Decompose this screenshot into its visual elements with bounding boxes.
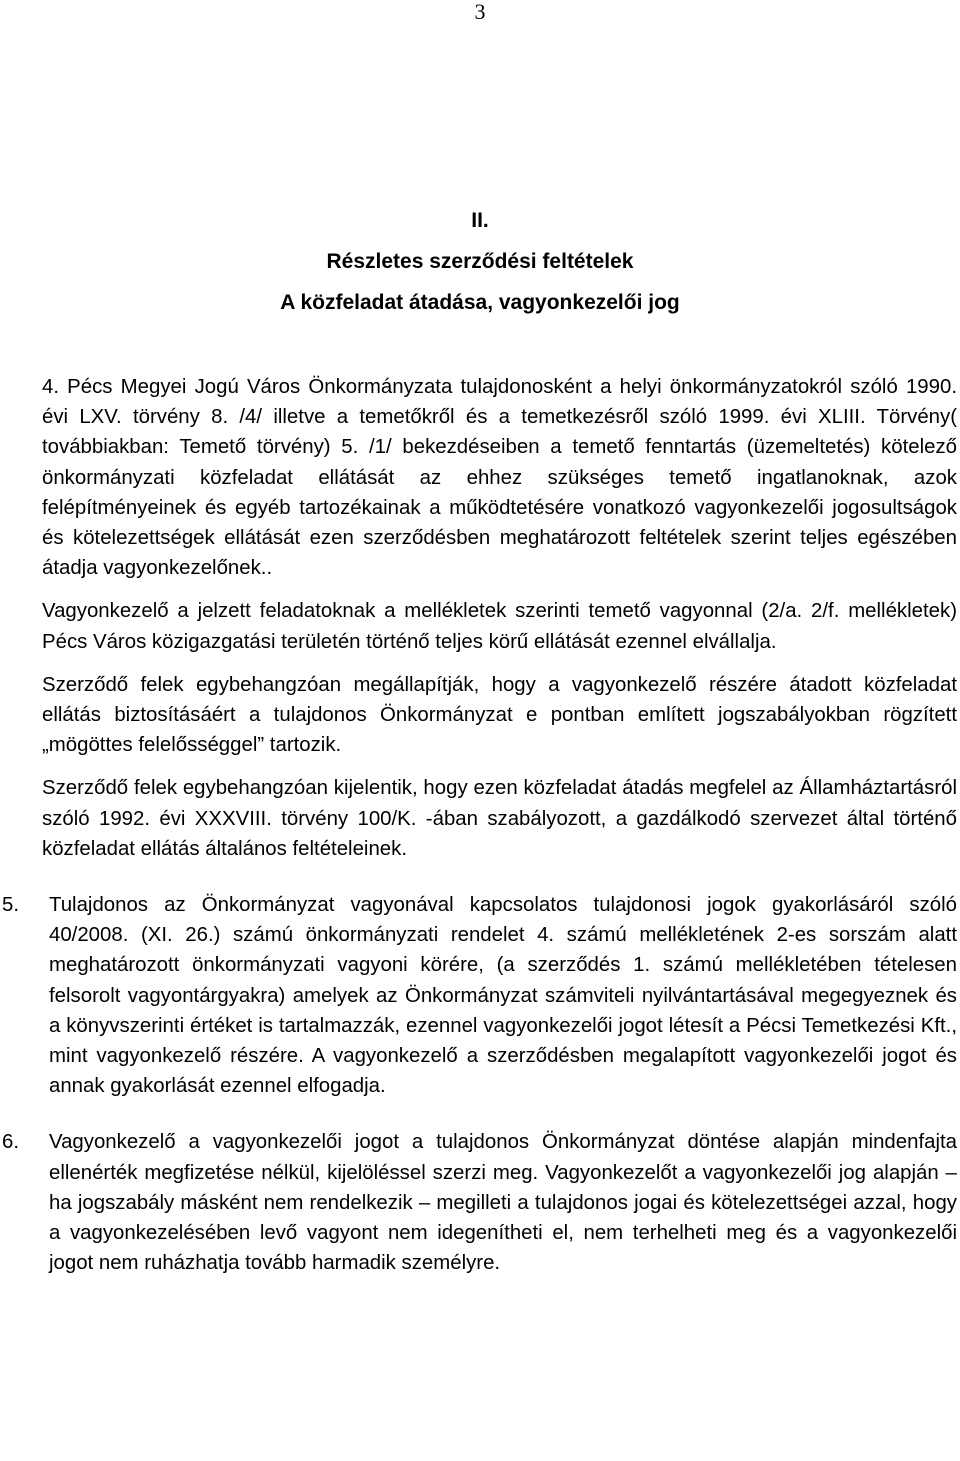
section-subtitle: A közfeladat átadása, vagyonkezelői jog [280, 291, 680, 314]
item-number: 5. [2, 894, 20, 917]
section-number: II. [471, 209, 489, 232]
item-text: Tulajdonos az Önkormányzat vagyonával kapcsolatos tulajdonosi jogok gyakorlásáról szóló 40/2008. (XI. 26.) számú önkormányzati rendelet 4. számú mellékletének 2-es sorszám alatt meghatározott önkormányzati vagyoni körére, (a szerződés 1. számú mellékletében tételesen felsorolt vagyontárgyakra) amelyek az Önkormányzat számviteli nyilvántartásával megegyeznek és a könyvszerinti értéket is tartalmazzák, ezennel vagyonkezelői jogot létesít a Pécsi Temetkezési Kft., mint vagyonkezelő részére. A vagyonkezelő a szerződésben megalapított vagyonkezelői jogot és annak gyakorlását ezennel elfogadja. [49, 894, 957, 1098]
paragraph-vagyonkezelo: Vagyonkezelő a jelzett feladatoknak a mellékletek szerinti temető vagyonnal (2/a. 2/f. mellékletek) Pécs Város közigazgatási területén történő teljes körű ellátását ezennel elvállalja. [42, 600, 957, 653]
paragraph-allamhaztartas: Szerződő felek egybehangzóan kijelentik, hogy ezen közfeladat átadás megfelel az Államháztartásról szóló 1992. évi XXXVIII. törvény 100/K. -ában szabályozott, a gazdálkodó szervezet által történő közfeladat ellátás általános feltételeinek. [42, 777, 957, 860]
list-item-6 [2, 1127, 957, 1278]
headings [0, 200, 960, 323]
paragraph-felelosseg: Szerződő felek egybehangzóan megállapítják, hogy a vagyonkezelő részére átadott közfeladat ellátás biztosításáért a tulajdonos Önkormányzat e pontban említett jogszabályokban rögzített „mögöttes felelősséggel” tartozik. [42, 673, 957, 757]
page-number: 3 [474, 0, 486, 24]
paragraph-4: 4. Pécs Megyei Jogú Város Önkormányzata tulajdonosként a helyi önkormányzatokról szóló 1990. évi LXV. törvény 8. /4/ illetve a temetőkről és a temetkezésről szóló 1999. évi XLIII. Törvény( továbbiakban: Temető törvény) 5. /1/ bekezdéseiben a temető fenntartás (üzemeltetés) kötelező önkormányzati közfeladat ellátását az ehhez szükséges temető ingatlanoknak, azok felépítményeinek és egyéb tartozékainak a működtetésére vonatkozó vagyonkezelői jogosultságok és kötelezettségek ellátását ezen szerződésben meghatározott feltételek szerint teljes egészében átadja vagyonkezelőnek.. [42, 376, 957, 580]
section-title: Részletes szerződési feltételek [326, 250, 634, 273]
item-number: 6. [2, 1131, 20, 1154]
list-item-5 [2, 890, 957, 1101]
item-text: Vagyonkezelő a vagyonkezelői jogot a tulajdonos Önkormányzat döntése alapján mindenfajta ellenérték megfizetése nélkül, kijelöléssel szerzi meg. Vagyonkezelőt a vagyonkezelői jog alapján – ha jogszabály másként nem rendelkezik – megilleti a tulajdonos jogai és kötelezettségei azzal, hogy a vagyonkezelésében levő vagyont nem idegenítheti el, nem terhelheti meg és a vagyonkezelői jogot nem ruházhatja tovább harmadik személyre. [49, 1131, 957, 1275]
document-body [2, 372, 957, 1278]
